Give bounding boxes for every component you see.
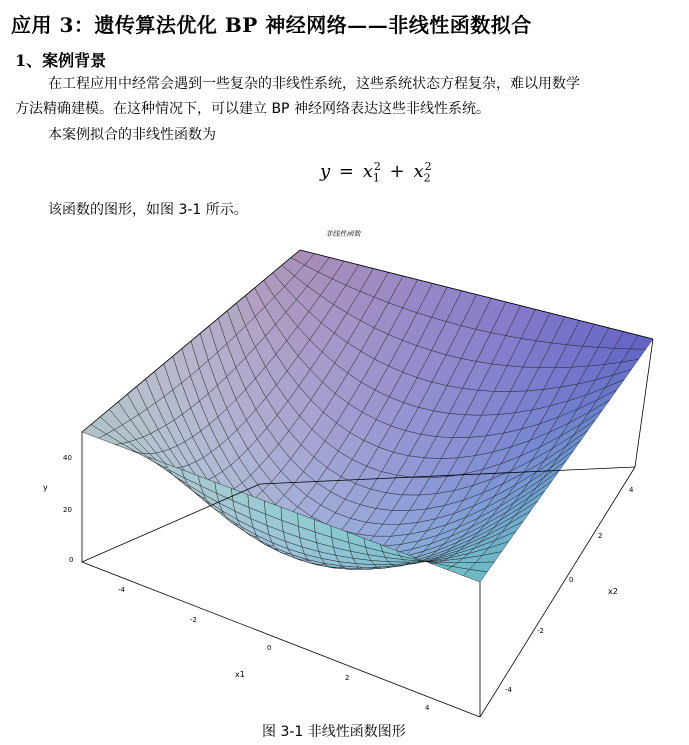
formula-x1: x (362, 161, 373, 182)
y-axis-label: y (43, 483, 48, 492)
x2-tick-label: -4 (505, 686, 512, 694)
y-tick-label: 20 (63, 506, 72, 514)
formula-x2-sub: 2 (423, 171, 431, 185)
y-tick-label: 40 (63, 454, 72, 462)
paragraph-2: 本案例拟合的非线性函数为 (48, 127, 216, 143)
x1-tick-label: 4 (425, 704, 430, 712)
x2-tick-label: 0 (569, 576, 574, 584)
formula-x1-sup: 2 (373, 160, 381, 173)
figure-caption: 图 3-1 非线性函数图形 (262, 724, 406, 740)
formula (320, 160, 432, 185)
x1-tick-label: 0 (267, 644, 272, 652)
formula-x2-sup: 2 (424, 160, 432, 173)
y-tick-label: 0 (69, 556, 74, 564)
x2-tick-label: -2 (537, 627, 544, 635)
surface-plot (35, 222, 655, 717)
x1-tick-label: -4 (118, 586, 125, 594)
paragraph-3: 该函数的图形，如图 3-1 所示。 (48, 202, 248, 218)
x2-tick-label: 2 (598, 532, 603, 540)
formula-equals: = (338, 161, 354, 182)
surface-mesh (82, 250, 653, 582)
paragraph-1-line-2: 方法精确建模。在这种情况下，可以建立 BP 神经网络表达这些非线性系统。 (15, 101, 490, 117)
box-edge (82, 562, 480, 717)
x1-tick-label: 2 (345, 674, 350, 682)
plot-title: 非线性函数 (325, 230, 361, 238)
page-heading: 应用 3：遗传算法优化 BP 神经网络——非线性函数拟合 (11, 13, 532, 37)
formula-plus: + (389, 161, 405, 182)
x1-tick-label: -2 (190, 616, 197, 624)
x2-tick-label: 4 (629, 486, 634, 494)
paragraph-1-line-1: 在工程应用中经常会遇到一些复杂的非线性系统，这些系统状态方程复杂，难以用数学 (48, 76, 580, 92)
x1-axis-label: x1 (235, 670, 245, 679)
formula-x1-sub: 1 (372, 171, 380, 185)
x2-axis-label: x2 (608, 587, 618, 596)
formula-y: y (320, 161, 331, 182)
section-title: 1、案例背景 (15, 51, 107, 70)
formula-x2: x (413, 161, 424, 182)
